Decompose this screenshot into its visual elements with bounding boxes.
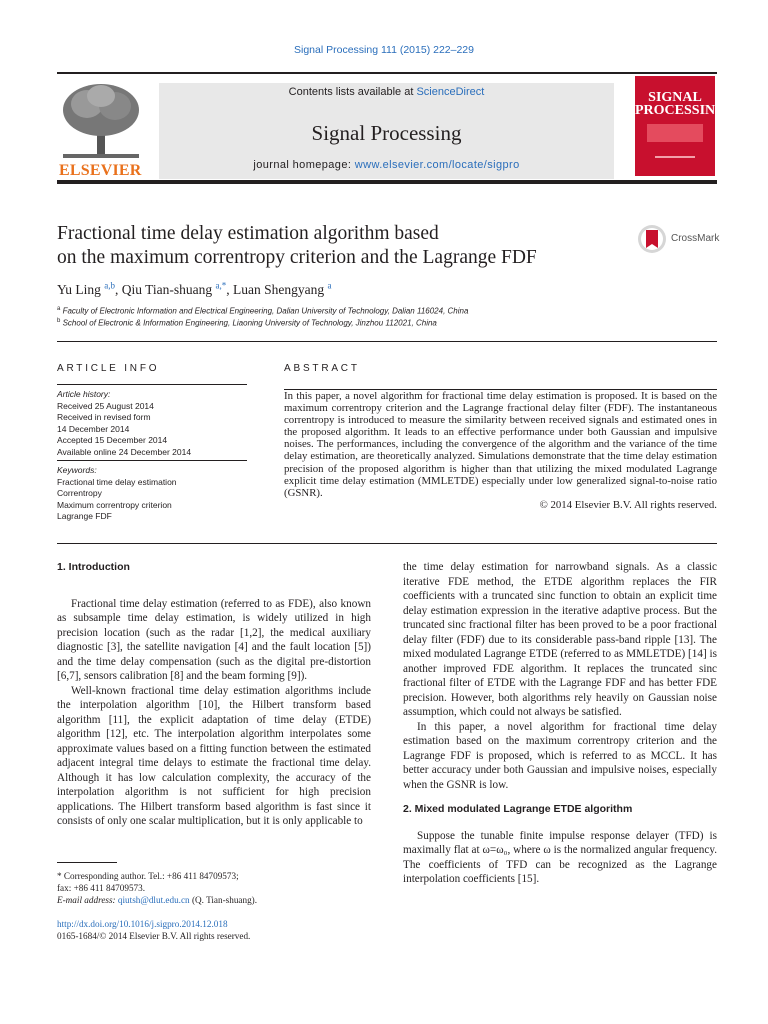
paragraph: the time delay estimation for narrowband signals. As a classic iterative FDE method, the ETDE algorithm replaces the FIR coefficients with a truncated sinc function to obtain an explicit time delay estimation expression in the iterative adaptive process. But the truncated sinc fractional filter has been proved to be a poor fractional delay filter (FDF) due to its considerable pass-band ripple [13]. The mixed modulated Lagrange ETDE (referred to as MMLETDE) [14] is another improved FDE algorithm. It replaces the truncated sinc fractional filter of ETDE with the Lagrange FDF and has better FDE precision. However, both algorithms rely heavily on Gaussian noise assumption, which could not always be satisfied. [403,561,717,718]
article-title: Fractional time delay estimation algorithm based on the maximum correntropy criterion and the Lagrange FDF [57,223,537,268]
elsevier-tree-icon [57,80,145,160]
journal-title: Signal Processing [311,121,462,145]
body-column-left [57,560,371,829]
section-heading: 2. Mixed modulated Lagrange ETDE algorithm [403,803,633,815]
journal-banner [159,83,614,179]
journal-citation[interactable]: Signal Processing 111 (2015) 222–229 [294,44,474,56]
email-link[interactable]: qiutsh@dlut.edu.cn [117,895,190,905]
paragraph: In this paper, a novel algorithm for fractional time delay estimation based on the maximum correntropy criterion and the Lagrange FDF is proposed, which is referred to as MCCL. It has better accuracy under both Gaussian and impulsive noises, especially when the GSNR is low. [403,720,717,791]
paragraph: Fractional time delay estimation (referred to as FDE), also known as subsample time delay estimation, is widely utilized in high precision location (such as the radar [1,2], the medical auxiliary diagnostic [3], the satellite navigation [4] and the fault location [5]) and the time delay compensation (such as the digital pre-distortion [6,7], sensors calibration [8] and the beam forming [9]). [57,597,371,682]
crossmark-badge[interactable]: CrossMark [637,224,721,254]
footnote-rule [57,862,117,863]
crossmark-icon [637,224,667,254]
paragraph: Well-known fractional time delay estimation algorithms include the interpolation algorithm [10], the Hilbert transform based algorithm [11], the explicit adaptation of time delay (ETDE) algorithm [12], etc. The interpolation algorithm interpolates some approximate values based on a fitting function between the estimated adjacent integral time delays to estimate the fractional time delay. Although it has low calculation complexity, the accuracy of the interpolation algorithm is not sufficient for high precision applications. The Hilbert transform based algorithm is fast since it consists of only one scalar multiplication, but it is only applicable to [57,684,371,827]
homepage-line: journal homepage: www.elsevier.com/locate/sigpro [253,159,520,171]
article-info-heading: ARTICLE INFO [57,363,160,374]
body-column-right [403,560,717,887]
footnote: * Corresponding author. Tel.: +86 411 84709573; fax: +86 411 84709573. E-mail address: qiutsh@dlut.edu.cn (Q. Tian-shuang). [57,871,258,905]
abstract-text: In this paper, a novel algorithm for fractional time delay estimation is proposed. It is based on the maximum correntropy criterion and the Lagrange fractional delay filter (FDF). The instantaneous correntropy is introduced to measure the similarity between received signals and estimated ones in the proposed algorithm. It leads to an effective performance under both Gaussian and impulsive noises. The performances, including the convergence of the algorithm and the variance of the time delay estimation, are theoretically analyzed. Simulations demonstrate that the time delay estimation precision of the proposed algorithm is higher than that utilizing the mixed modulated Lagrange explicit time delay estimation (MMLETDE) especially under low generalized signal-to-noise ratio (GSNR). [284,390,717,499]
doi-link[interactable]: http://dx.doi.org/10.1016/j.sigpro.2014.12.018 [57,919,228,929]
doi-block [57,918,250,942]
author[interactable]: Luan Shengyang $^a$ [233,280,332,297]
journal-header [57,72,727,184]
cover-title: SIGNAL PROCESSING [635,90,727,118]
divider [57,543,717,544]
publisher-name: ELSEVIER [59,162,142,179]
abstract-heading: ABSTRACT [284,363,360,374]
cover-graphic [647,124,703,142]
keyword: Maximum correntropy criterion [57,499,172,510]
keywords: Keywords: Fractional time delay estimation Correntropy Maximum correntropy criterion Lagrange FDF [57,465,247,523]
keyword: Lagrange FDF [57,511,112,521]
journal-cover[interactable] [635,76,727,176]
issn-line: 0165-1684/© 2014 Elsevier B.V. All rights reserved. [57,931,251,941]
contents-line: Contents lists available at ScienceDirect [288,86,485,98]
author[interactable]: Yu Ling $^{a,b}$, [57,280,122,297]
author-list [57,280,332,298]
cover-decoration [655,156,695,158]
keyword: Fractional time delay estimation [57,476,177,487]
sciencedirect-link[interactable]: ScienceDirect [416,86,485,98]
paragraph: Suppose the tunable finite impulse response delayer (TFD) is maximally flat at ω=ω₀, where ω is the normalized angular frequency. The coefficients of TFD can be recognized as the Lagrange interpolation coefficients [15]. [403,829,717,885]
elsevier-logo [57,80,145,180]
affiliation: $^b$ School of Electronic & Information Engineering, Liaoning University of Technology, Jinzhou 112021, China [57,318,437,328]
divider [57,384,247,385]
section-heading: 1. Introduction [57,561,130,573]
affiliation: $^a$ Faculty of Electronic Information and Electrical Engineering, Dalian University of Technology, Dalian 116024, China [57,306,469,316]
homepage-link[interactable]: www.elsevier.com/locate/sigpro [354,159,520,171]
author[interactable]: Qiu Tian-shuang $^{a,*}$, [121,280,234,297]
abstract-body [284,389,717,511]
divider [57,341,717,342]
keyword: Correntropy [57,488,102,498]
article-history: Article history: Received 25 August 2014 Received in revised form 14 December 2014 Accepted 15 December 2014 Available online 24 December 2014 [57,389,247,461]
copyright: © 2014 Elsevier B.V. All rights reserved. [539,498,717,511]
article-info [57,389,247,523]
